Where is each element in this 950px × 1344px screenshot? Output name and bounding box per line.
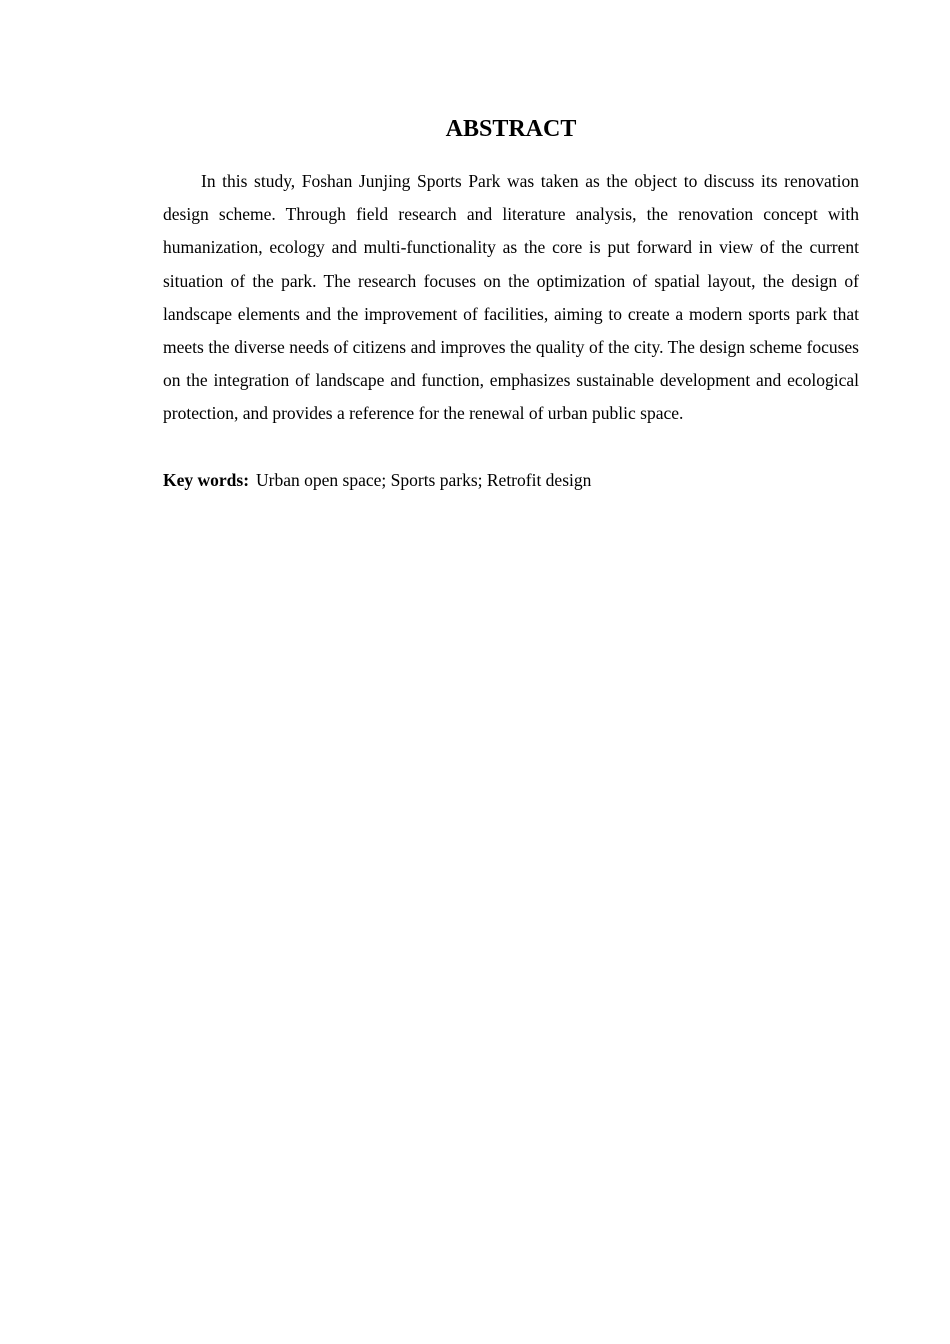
keywords-value: Urban open space; Sports parks; Retrofit design [256, 469, 592, 490]
abstract-title: ABSTRACT [445, 116, 577, 142]
abstract-paragraph: In this study, Foshan Junjing Sports Park was taken as the object to discuss its renovation design scheme. Through field research and literature analysis, the renovation concept with humanization, ecology and multi-functionality as the core is put forward in view of the current situation of the park. The research focuses on the optimization of spatial layout, the design of landscape elements and the improvement of facilities, aiming to create a modern sports park that meets the diverse needs of citizens and improves the quality of the city. The design scheme focuses on the integration of landscape and function, emphasizes sustainable development and ecological protection, and provides a reference for the renewal of urban public space. [163, 171, 859, 424]
abstract-section [163, 112, 859, 497]
keywords-line [163, 464, 859, 497]
keywords-label: Key words: [163, 469, 250, 490]
